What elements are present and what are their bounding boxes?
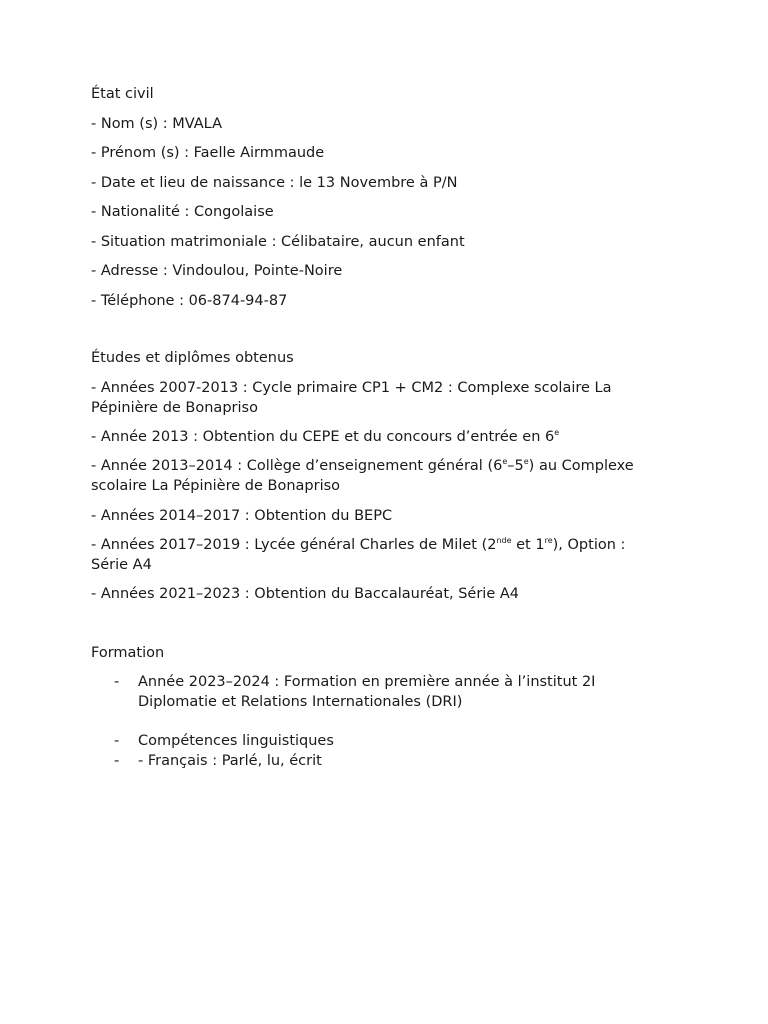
etudes-item-5-line-2: Série A4 xyxy=(91,557,152,573)
etudes-item-3-line-1 xyxy=(91,456,691,476)
field-date-naissance: - Date et lieu de naissance : le 13 Novembre à P/N xyxy=(91,175,458,191)
etudes-item-1-line-1: - Années 2007-2013 : Cycle primaire CP1 + CM2 : Complexe scolaire La xyxy=(91,380,612,396)
etudes-item-1-line-2: Pépinière de Bonapriso xyxy=(91,400,258,416)
etudes-item-5-part-3: ), Option : xyxy=(552,537,626,553)
etudes-item-3-part-1: - Année 2013–2014 : Collège d’enseignement général (6 xyxy=(91,458,503,474)
etudes-item-5-sup-1: nde xyxy=(496,536,512,545)
formation-bullet-1: - xyxy=(114,674,120,690)
field-nom: - Nom (s) : MVALA xyxy=(91,116,223,132)
etudes-item-2-sup: e xyxy=(554,428,560,437)
etudes-item-2-text: - Année 2013 : Obtention du CEPE et du concours d’entrée en 6 xyxy=(91,429,555,445)
section-heading-formation: Formation xyxy=(91,645,165,661)
field-situation: - Situation matrimoniale : Célibataire, aucun enfant xyxy=(91,234,465,250)
formation-item-1-line-2: Diplomatie et Relations Internationales (DRI) xyxy=(138,694,463,710)
etudes-item-3-sup-2: e xyxy=(523,457,529,466)
section-heading-etudes: Études et diplômes obtenus xyxy=(91,350,294,366)
etudes-item-3-part-2: –5 xyxy=(507,458,524,474)
etudes-item-5-part-2: et 1 xyxy=(511,537,545,553)
etudes-item-2 xyxy=(91,427,691,447)
formation-item-1-line-1: Année 2023–2024 : Formation en première année à l’institut 2I xyxy=(138,674,596,690)
field-nationalite: - Nationalité : Congolaise xyxy=(91,204,274,220)
formation-bullet-3: - xyxy=(114,753,120,769)
etudes-item-5-part-1: - Années 2017–2019 : Lycée général Charles de Milet (2 xyxy=(91,537,497,553)
etudes-item-5-sup-2: re xyxy=(544,536,553,545)
etudes-item-4: - Années 2014–2017 : Obtention du BEPC xyxy=(91,508,393,524)
etudes-item-6: - Années 2021–2023 : Obtention du Baccalauréat, Série A4 xyxy=(91,586,520,602)
formation-item-3: - Français : Parlé, lu, écrit xyxy=(138,753,322,769)
field-prenom: - Prénom (s) : Faelle Airmmaude xyxy=(91,145,325,161)
formation-bullet-2: - xyxy=(114,733,120,749)
field-telephone: - Téléphone : 06-874-94-87 xyxy=(91,293,288,309)
formation-item-2: Compétences linguistiques xyxy=(138,733,334,749)
field-adresse: - Adresse : Vindoulou, Pointe-Noire xyxy=(91,263,343,279)
section-heading-etat-civil: État civil xyxy=(91,86,154,102)
etudes-item-3-line-2: scolaire La Pépinière de Bonapriso xyxy=(91,478,341,494)
etudes-item-5-line-1 xyxy=(91,535,691,555)
etudes-item-3-part-3: ) au Complexe xyxy=(528,458,634,474)
etudes-item-3-sup-1: e xyxy=(502,457,508,466)
